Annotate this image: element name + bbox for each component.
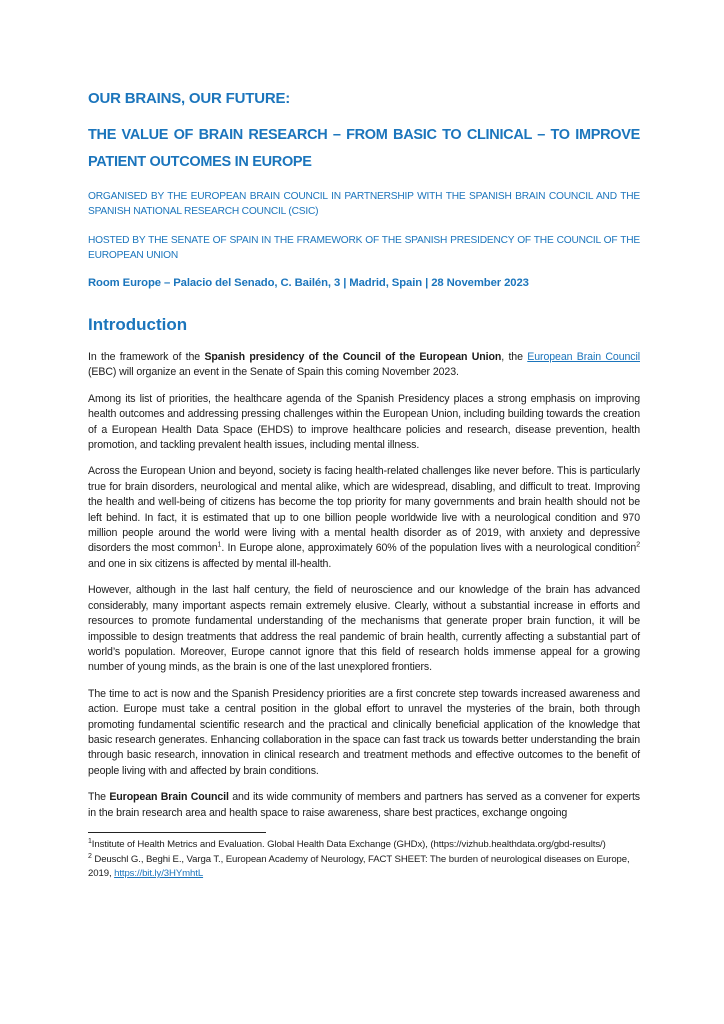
paragraph-5 <box>88 687 640 779</box>
bold-text: Spanish presidency of the Council of the European Union <box>204 351 502 363</box>
footnote-marker: 1 <box>88 837 92 845</box>
footnote-marker: 2 <box>636 541 640 549</box>
hyperlink[interactable]: European Brain Council <box>527 351 640 363</box>
footnotes-section <box>88 832 640 882</box>
bold-text: European Brain Council <box>109 791 229 804</box>
text-segment: . In Europe alone, approximately 60% of the population lives with a neurological condition <box>221 542 637 555</box>
venue-date-line: Room Europe – Palacio del Senado, C. Bailén, 3 | Madrid, Spain | 28 November 2023 <box>88 277 529 289</box>
host-line: HOSTED BY THE SENATE OF SPAIN IN THE FRAMEWORK OF THE SPANISH PRESIDENCY OF THE COUNCIL OF THE EUROPEAN UNION <box>88 235 640 261</box>
footnote-2 <box>88 853 640 882</box>
paragraph-2 <box>88 392 640 454</box>
document-title: THE VALUE OF BRAIN RESEARCH – FROM BASIC TO CLINICAL – TO IMPROVE PATIENT OUTCOMES IN EUROPE <box>88 127 640 170</box>
paragraph-1 <box>88 350 640 381</box>
paragraph-6 <box>88 790 640 821</box>
hyperlink[interactable]: https://bit.ly/3HYmhtL <box>114 868 204 880</box>
text-segment: The time to act is now and the Spanish Presidency priorities are a first concrete step towards increased awareness and action. Europe must take a central position in the global effort to unravel the mysteries of the brain, both through promoting fundamental scientific research and the practical and clinically beneficial application of the knowledge that basic research generates. Enhancing collaboration in the space can fast track us towards better understanding the brain through basic research, innovation in clinical research and treatment methods and effective outcomes to the benefit of people living with and affected by brain conditions. <box>88 687 640 777</box>
text-segment: (EBC) will organize an event in the Senate of Spain this coming November 2023. <box>88 366 459 379</box>
paragraph-4 <box>88 583 640 675</box>
text-segment: and one in six citizens is affected by mental ill-health. <box>88 557 332 570</box>
footnote-marker: 2 <box>88 852 92 860</box>
text-segment: Among its list of priorities, the healthcare agenda of the Spanish Presidency places a strong emphasis on improving health outcomes and addressing pressing challenges within the European Union, including building towards the creation of a European Health Data Space (EHDS) to improve healthcare policies and research, disease prevention, health promotion, and tackling prevalent health issues, including mental illness. <box>88 392 640 452</box>
text-segment: The <box>88 791 110 804</box>
paragraph-3 <box>88 464 640 572</box>
organiser-line: ORGANISED BY THE EUROPEAN BRAIN COUNCIL IN PARTNERSHIP WITH THE SPANISH BRAIN COUNCIL AND THE SPANISH NATIONAL RESEARCH COUNCIL (CSIC) <box>88 191 640 217</box>
footnote-1 <box>88 838 640 853</box>
text-segment: In the framework of the <box>88 351 205 363</box>
text-segment: , the <box>501 351 528 363</box>
text-segment: Institute of Health Metrics and Evaluation. Global Health Data Exchange (GHDx), (https://vizhub.healthdata.org/gbd-results/) <box>91 838 606 850</box>
introduction-heading: Introduction <box>88 315 188 334</box>
text-segment: Deuschl G., Beghi E., Varga T., European Academy of Neurology, FACT SHEET: The burden of neurological diseases on Europe, 2019, <box>88 853 630 880</box>
text-segment: However, although in the last half century, the field of neuroscience and our knowledge of the brain has advanced considerably, many important aspects remain extremely elusive. Clearly, without a substantial increase in efforts and resources to promote fundamental understanding of the mechanisms that generate proper brain function, it will be impossible to design treatments that address the real pandemic of brain health, currently affecting a substantial part of world’s population. Moreover, Europe cannot ignore that this field of research holds immense appeal for a growing number of young minds, as the brain is one of the last unexplored frontiers. <box>88 584 640 674</box>
footnote-separator <box>88 832 266 833</box>
footnote-marker: 1 <box>217 541 222 549</box>
document-pretitle: OUR BRAINS, OUR FUTURE: <box>88 90 291 107</box>
text-segment: Across the European Union and beyond, society is facing health-related challenges like never before. This is particularly true for brain disorders, neurological and mental alike, which are widespread, disabling, and difficult to treat. Improving the health and well-being of citizens has become the top priority for many governments and brain health should not be left behind. In fact, it is estimated that up to one billion people worldwide live with a neurological condition and 970 million people around the world were living with a mental health disorder as of 2019, with anxiety and depressive disorders the most common <box>88 465 640 555</box>
text-segment: and its wide community of members and partners has served as a convener for experts in the brain research area and health space to raise awareness, share best practices, exchange ongoing <box>88 791 640 819</box>
